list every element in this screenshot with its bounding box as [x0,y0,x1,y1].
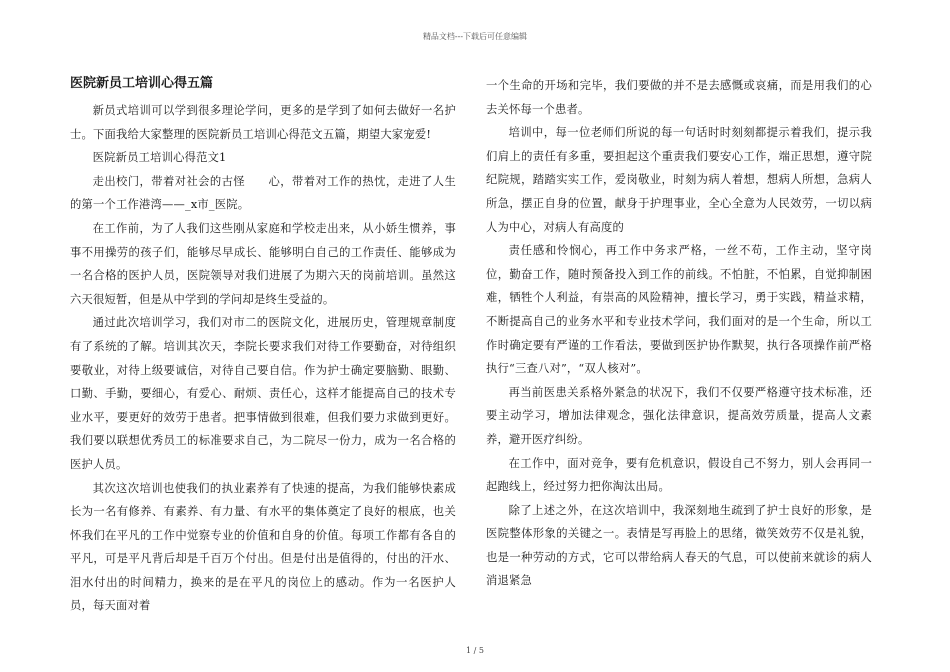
paragraph: 在工作前，为了人我们这些刚从家庭和学校走出来，从小娇生惯养，事事不用操劳的孩子们，能够尽早成长、能够明白自己的工作责任、能够成为一名合格的医护人员，医院领导对我们进展了为期六天的岗前培训。虽然这六天很短暂，但是从中学到的学问却是终生受益的。 [70,221,456,306]
paragraph: 培训中，每一位老师们所说的每一句话时时刻刻都提示着我们，提示我们肩上的责任有多重，要担起这个重责我们要安心工作，端正思想，遵守院纪院规，踏踏实实工作，爱岗敬业，时刻为病人着想，想病人所想，急病人所急，摆正自身的位置，献身于护理事业，全心全意为人民效劳，一切以病人为中心，对病人有高度的 [486,126,872,234]
paragraph: 在工作中，面对竞争，要有危机意识，假设自己不努力，别人会再同一起跑线上，经过努力把你淘汰出局。 [486,456,872,494]
paragraph: 责任感和怜悯心，再工作中务求严格，一丝不苟，工作主动，坚守岗位，勤奋工作，随时预备投入到工作的前线。不怕脏，不怕累，自觉抑制困难，牺牲个人利益，有崇高的风险精神，擅长学习，勇于实践，精益求精，不断提高自己的业务水平和专业技术学问，我们面对的是一个生命，所以工作时确定要有严谨的工作看法，要做到医护协作默契，执行各项操作前严格执行“三查八对”，“双人核对”。 [486,244,872,376]
left-column [70,74,456,618]
page-indicator: 1 / 5 [466,646,484,655]
paragraph: 除了上述之外，在这次培训中，我深刻地生疏到了护士良好的形象，是医院整体形象的关键之一。表情是写再脸上的思绪，微笑效劳不仅是礼貌，也是一种劳动的方式，它可以带给病人春天的气息，可以使前来就诊的病人消退紧急 [486,503,872,588]
document-title: 医院新员工培训心得五篇 [70,76,214,91]
paragraph: 通过此次培训学习，我们对市二的医院文化，进展历史，管理规章制度有了系统的了解。培训其次天，李院长要求我们对待工作要勤奋，对待组织要敬业，对待上级要诚信，对待自己要自信。作为护士确定要脑勤、眼勤、口勤、手勤，要细心，有爱心、耐烦、责任心，这样才能提高自己的技术专业水平，要更好的效劳于患者。把事情做到很难，但我们要力求做到更好。我们要以联想优秀员工的标准要求自己，为二院尽一份力，成为一名合格的医护人员。 [70,316,456,471]
paragraph: 其次这次培训也使我们的执业素养有了快速的提高，为我们能够快素成长为一名有修养、有素养、有力量、有水平的集体奠定了良好的根底，也关怀我们在平凡的工作中觉察专业的价值和自身的价值。每项工作都有各自的平凡，可是平凡背后却是千百万个付出。但是付出是值得的，付出的汗水、泪水付出的时间精力，换来的是在平凡的岗位上的感动。作为一名医护人员，每天面对着 [70,481,456,613]
paragraph: 再当前医患关系格外紧急的状况下，我们不仅要严格遵守技术标准，还要主动学习，增加法律观念，强化法律意识，提高效劳质量，提高人文素养，避开医疗纠纷。 [486,385,872,446]
paragraph-continued: 一个生命的开场和完毕，我们要做的并不是去感慨或哀痛，而是用我们的心去关怀每一个患者。 [486,79,872,116]
paragraph: 走出校门，带着对社会的古怪 心，带着对工作的热忱，走进了人生的第一个工作港湾——_x市_医院。 [70,174,456,212]
paragraph: 新员式培训可以学到很多理论学问，更多的是学到了如何去做好一名护士。下面我给大家整理的医院新员工培训心得范文五篇，期望大家宠爱! [70,104,456,141]
page-header: 精品文档---下载后可任意编辑 [422,32,528,41]
section-heading: 医院新员工培训心得范文1 [92,151,227,165]
right-column [486,74,872,593]
